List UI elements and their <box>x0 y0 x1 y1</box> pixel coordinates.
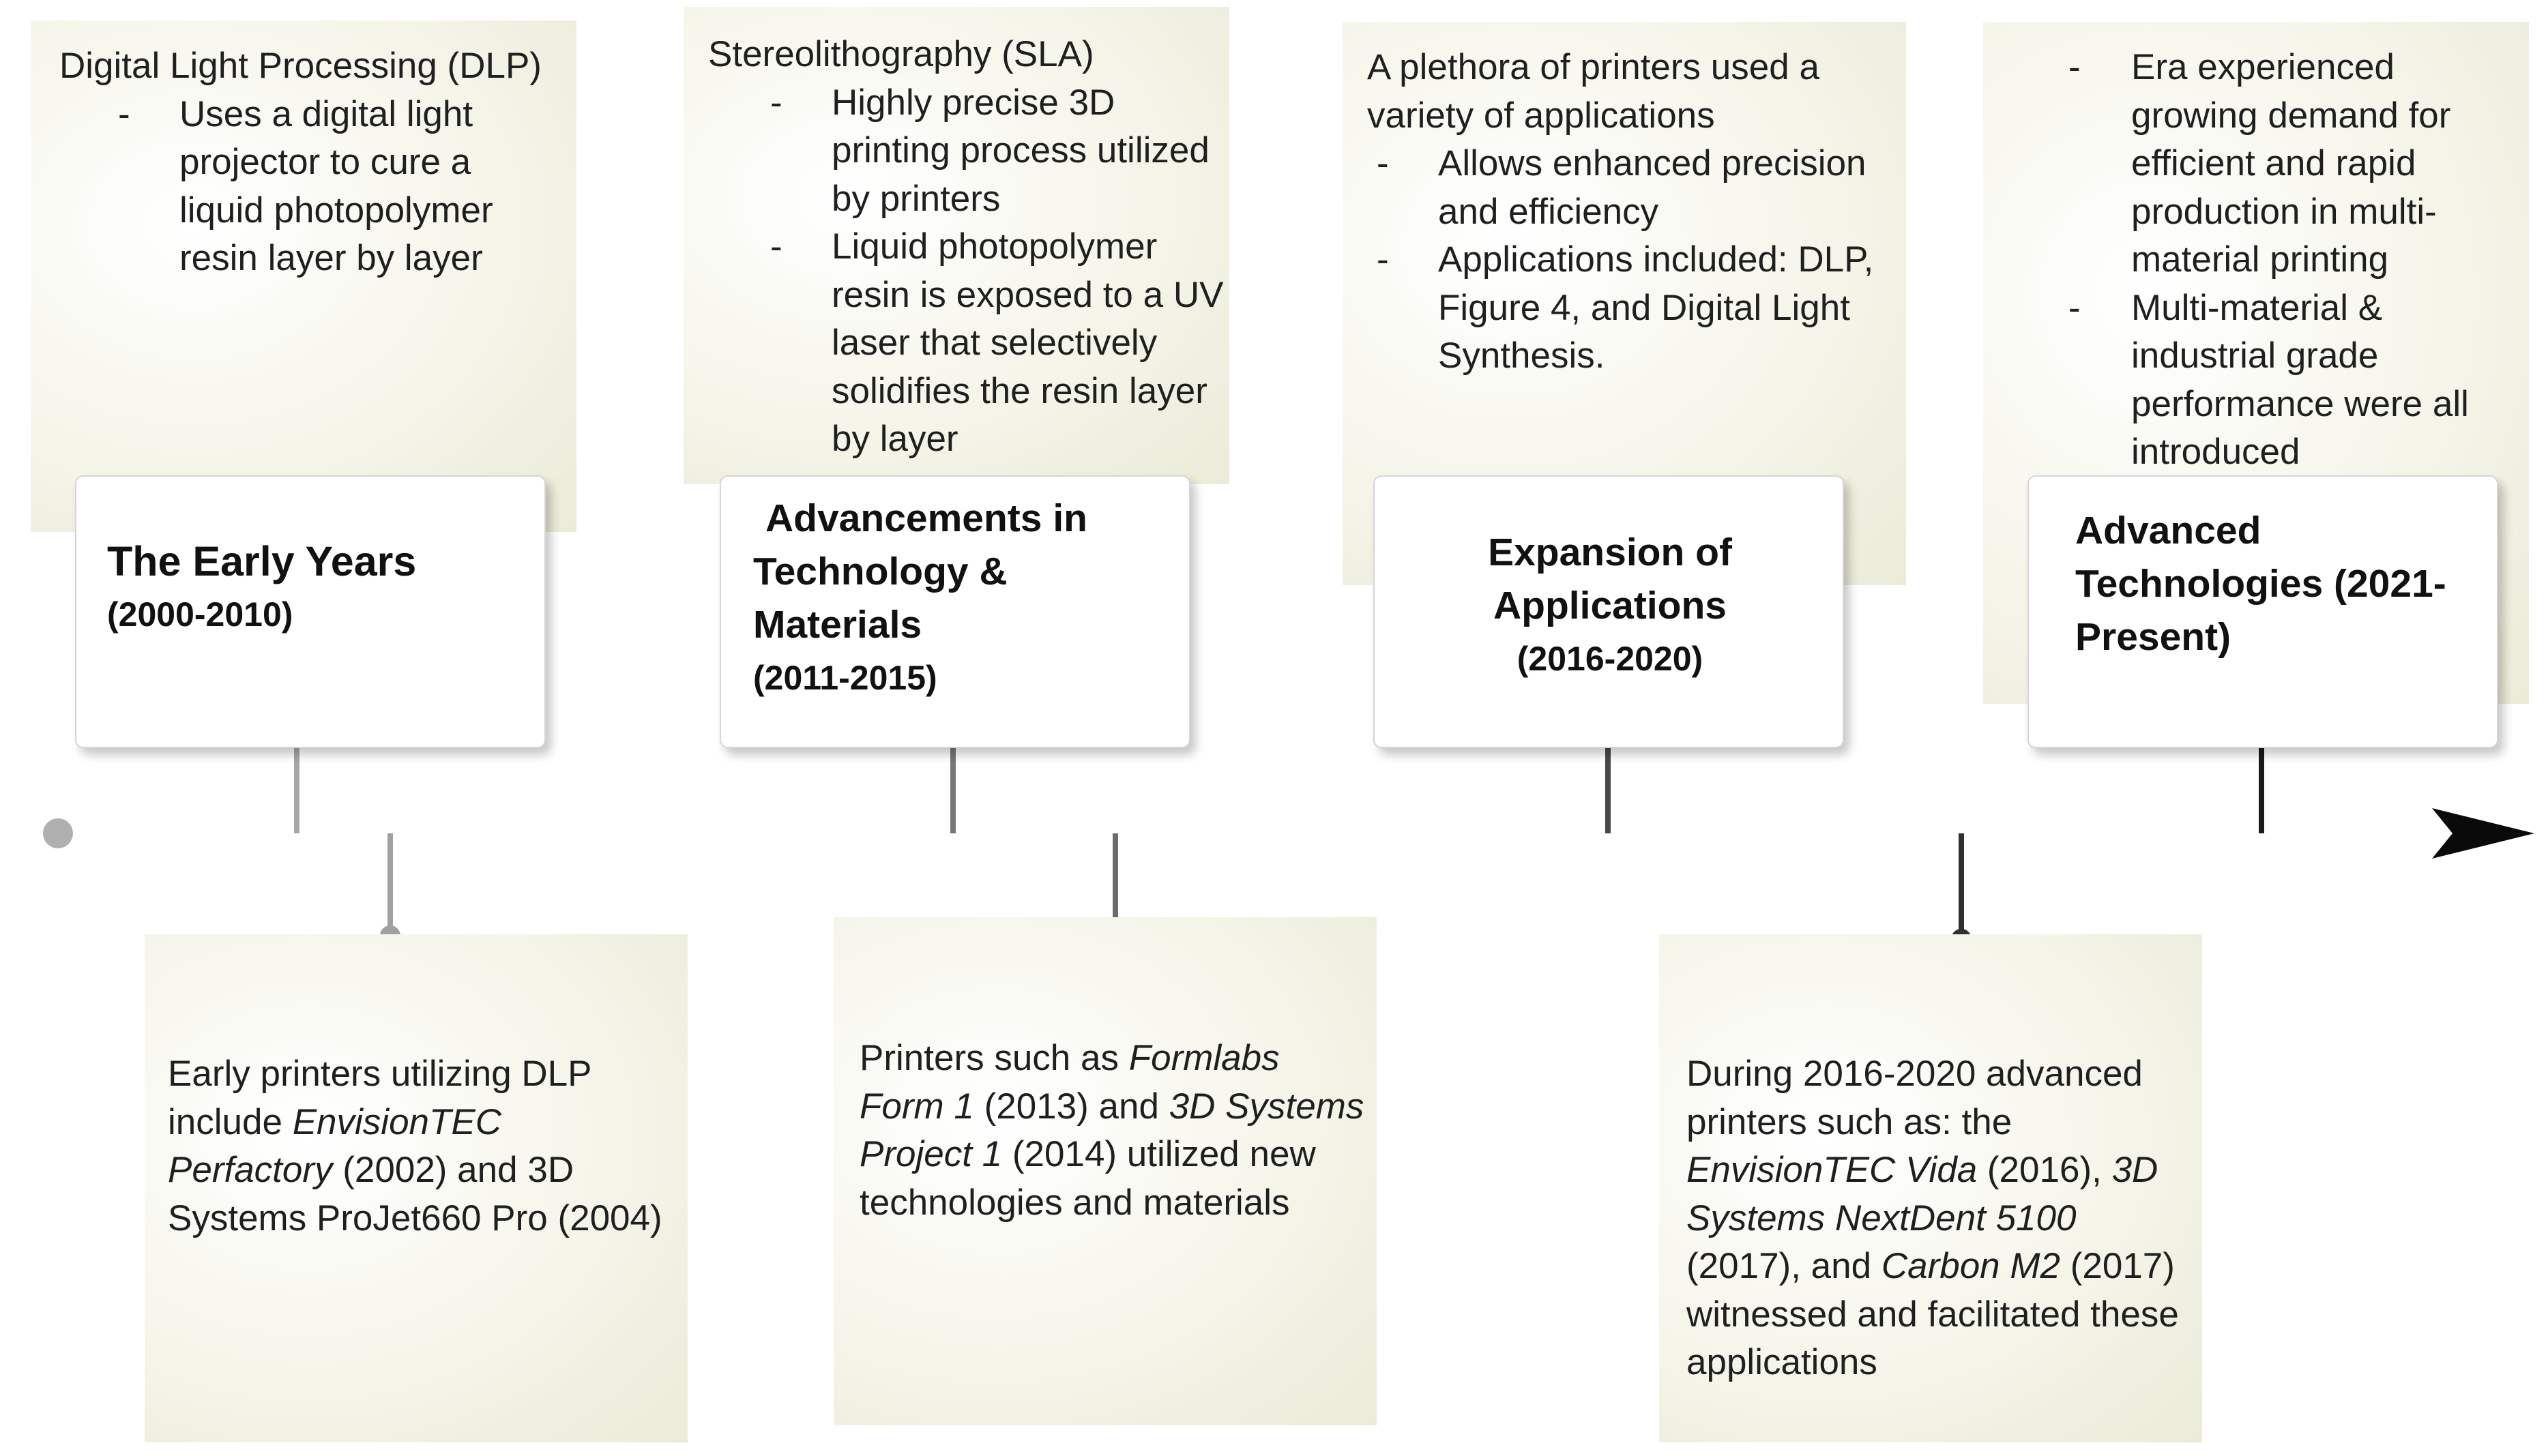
era-years: (2000-2010) <box>107 595 293 634</box>
bullet-dash: - <box>2068 47 2081 87</box>
era-card-advanced <box>2027 475 2498 748</box>
bullet-dash: - <box>1377 239 1389 280</box>
bullet-item: - Applications included: DLP, Figure 4, and Digital Light Synthesis. <box>1367 236 1899 381</box>
era-title: Expansion of Applications <box>1488 531 1732 627</box>
era-card-advancements <box>720 475 1190 748</box>
timeline-start-dot <box>43 818 73 848</box>
note-formlabs <box>834 917 1377 1425</box>
bullet-item: - Uses a digital light projector to cure a liquid photopolymer resin layer by layer <box>59 91 564 283</box>
note-heading: A plethora of printers used a variety of applications <box>1367 47 1819 136</box>
era-title: Advanced Technologies (2021-Present) <box>2075 509 2446 659</box>
bullet-item: - Era experienced growing demand for efficient and rapid production in multi-material printing <box>2068 44 2519 284</box>
note-heading: Stereolithography (SLA) <box>708 34 1094 74</box>
era-card-expansion <box>1373 475 1844 748</box>
note-body: Printers such as Formlabs Form 1 (2013) and 3D Systems Project 1 (2014) utilized new technologies and materials <box>860 1038 1364 1223</box>
note-body: Early printers utilizing DLP include EnvisionTEC Perfactory (2002) and 3D Systems ProJet660 Pro (2004) <box>168 1054 662 1238</box>
era-title <box>753 492 1190 651</box>
note-body: During 2016-2020 advanced printers such as: the EnvisionTEC Vida (2016), 3D Systems NextDent 5100 (2017), and Carbon M2 (2017) witnessed and facilitated these applications <box>1686 1054 2179 1382</box>
note-heading: Digital Light Processing (DLP) <box>59 46 542 86</box>
note-early-printers <box>145 934 688 1442</box>
era-title-line2: Technology & <box>753 550 1008 593</box>
era-years: (2016-2020) <box>1517 640 1703 678</box>
era-years: (2011-2015) <box>753 659 937 697</box>
bullet-dash: - <box>770 226 782 267</box>
bullet-dash: - <box>2068 287 2081 328</box>
era-title: The Early Years <box>107 538 417 584</box>
bullet-dash: - <box>770 82 782 123</box>
era-card-early-years <box>75 475 546 748</box>
bullet-item: - Multi-material & industrial grade performance were all introduced <box>2068 284 2519 477</box>
bullet-dash: - <box>1377 143 1389 183</box>
bullet-item: - Allows enhanced precision and efficiency <box>1367 140 1899 236</box>
era-title-line1: Advancements in <box>765 496 1087 540</box>
bullet-item: - Highly precise 3D printing process utilized by printers <box>708 79 1233 224</box>
era-title-line3: Materials <box>753 603 922 647</box>
note-2016-printers <box>1659 934 2202 1442</box>
bullet-dash: - <box>118 93 130 134</box>
bullet-item: - Liquid photopolymer resin is exposed to a UV laser that selectively solidifies the resin layer by layer <box>708 223 1233 464</box>
